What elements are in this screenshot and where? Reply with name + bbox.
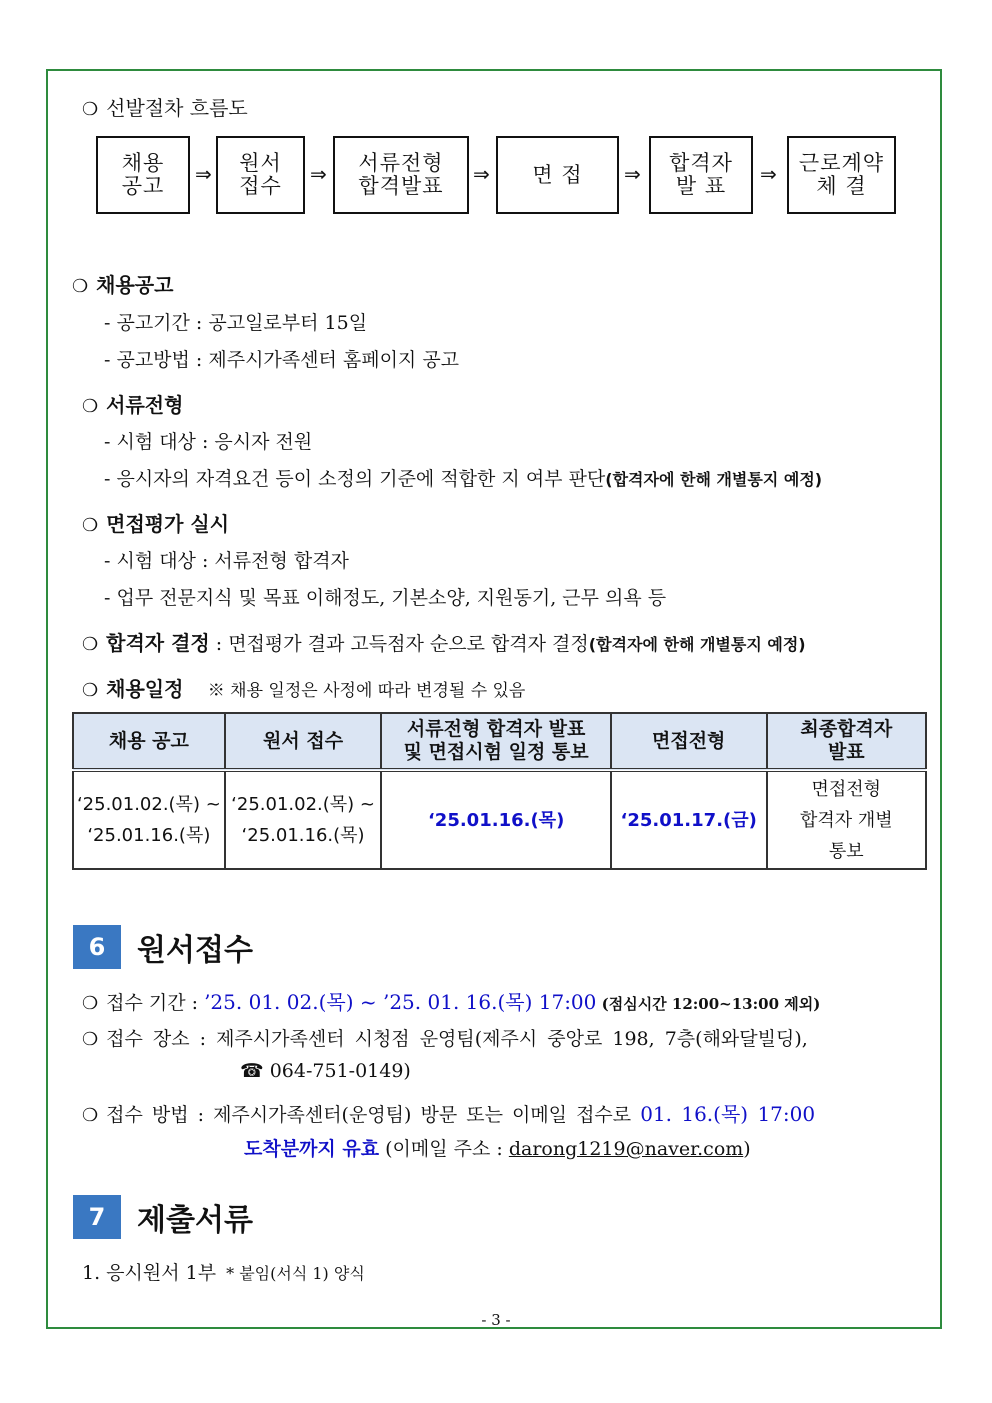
application-period-value: ’25. 01. 02.(목) ~ ’25. 01. 16.(목) 17:00 [204,990,597,1014]
table-header-cell: 채용 공고 [73,713,225,770]
notice-method: - 공고방법 : 제주시가족센터 홈페이지 공고 [104,349,460,371]
flow-arrow: ⇒ [760,162,777,186]
bullet-icon: ❍ [82,993,99,1014]
application-method-line2 [244,1134,751,1161]
table-cell: ‘25.01.16.(목) [381,770,610,869]
flow-step-interview: 면 접 [496,136,619,214]
flow-heading-text: 선발절차 흐름도 [106,96,248,120]
section-number-badge: 6 [73,925,121,969]
email-label: (이메일 주소 : [379,1138,509,1160]
table-cell: ‘25.01.02.(목) ~ ‘25.01.16.(목) [73,770,225,869]
document-item-1-text: 1. 응시원서 1부 [82,1262,217,1284]
table-header-cell: 원서 접수 [225,713,382,770]
bullet-icon: ❍ [82,515,99,536]
flow-step-application: 원서 접수 [216,136,305,214]
bullet-icon: ❍ [82,1105,99,1126]
section-number-badge: 7 [73,1195,121,1239]
notice-heading [72,269,173,298]
document-screening-heading [82,389,183,418]
section-7-heading [73,1195,253,1239]
application-place-text: 접수 장소 : 제주시가족센터 시청점 운영팀(제주시 중앙로 198, 7층(해와달빌딩), [106,1028,808,1050]
notice-heading-text: 채용공고 [96,273,174,297]
table-header-cell: 최종합격자 발표 [767,713,926,770]
application-period [82,986,820,1015]
section-title: 제출서류 [137,1203,253,1238]
application-method [82,1098,815,1127]
table-cell: 면접전형 합격자 개별 통보 [767,770,926,869]
interview-heading-text: 면접평가 실시 [106,512,230,536]
table-row [73,770,926,869]
flow-step-notice: 채용 공고 [96,136,190,214]
application-place [82,1024,808,1051]
application-period-label: 접수 기간 : [106,992,205,1014]
flow-arrow: ⇒ [195,162,212,186]
email-link[interactable]: darong1219@naver.com [508,1138,744,1160]
flow-arrow: ⇒ [624,162,641,186]
flow-arrow: ⇒ [473,162,490,186]
email-suffix: ) [743,1138,751,1160]
document-item-1-note: * 붙임(서식 1) 양식 [226,1264,365,1283]
notice-period: - 공고기간 : 공고일로부터 15일 [104,312,368,334]
table-cell: ‘25.01.17.(금) [611,770,767,869]
interview-target: - 시험 대상 : 서류전형 합격자 [104,550,349,572]
document-screening-heading-text: 서류전형 [106,393,184,417]
bullet-icon: ❍ [82,396,99,417]
table-header-cell: 면접전형 [611,713,767,770]
interview-heading [82,508,229,537]
final-decision-note: (합격자에 한해 개별통지 예정) [588,635,806,654]
document-screening-target: - 시험 대상 : 응시자 전원 [104,431,313,453]
final-decision-heading: 합격자 결정 [106,631,210,655]
page-number: - 3 - [481,1311,511,1329]
application-validity: 도착분까지 유효 [244,1138,380,1160]
flow-arrow: ⇒ [310,162,327,186]
document-item-1 [82,1258,365,1285]
table-header-row [73,713,926,770]
table-cell: ‘25.01.02.(목) ~ ‘25.01.16.(목) [225,770,382,869]
schedule-heading-text: 채용일정 [106,677,184,701]
bullet-icon: ❍ [82,99,99,120]
application-method-text: 접수 방법 : 제주시가족센터(운영팀) 방문 또는 이메일 접수로 [106,1104,641,1126]
schedule-heading [82,673,525,702]
bullet-icon: ❍ [82,634,99,655]
flow-step-announcement: 합격자 발 표 [649,136,753,214]
flow-heading [82,92,248,121]
bullet-icon: ❍ [72,276,89,297]
bullet-icon: ❍ [82,1029,99,1050]
interview-criteria: - 업무 전문지식 및 목표 이해정도, 기본소양, 지원동기, 근무 의욕 등 [104,587,667,609]
schedule-note: ※ 채용 일정은 사정에 따라 변경될 수 있음 [207,681,526,701]
document-screening-note: (합격자에 한해 개별통지 예정) [605,470,823,489]
application-deadline: 01. 16.(목) 17:00 [640,1102,816,1126]
final-decision-text: : 면접평가 결과 고득점자 순으로 합격자 결정 [209,633,589,655]
bullet-icon: ❍ [82,680,99,701]
schedule-table [72,712,927,870]
flow-step-document-result: 서류전형 합격발표 [333,136,469,214]
document-screening-criteria [104,464,822,491]
table-header-cell: 서류전형 합격자 발표 및 면접시험 일정 통보 [381,713,610,770]
flow-step-contract: 근로계약 체 결 [787,136,896,214]
document-screening-criteria-text: - 응시자의 자격요건 등이 소정의 기준에 적합한 지 여부 판단 [104,468,606,490]
section-title: 원서접수 [137,933,253,968]
contact-phone: ☎ 064-751-0149) [240,1060,411,1082]
final-decision [82,627,806,656]
section-6-heading [73,925,253,969]
application-period-note: (점심시간 12:00~13:00 제외) [596,995,821,1013]
